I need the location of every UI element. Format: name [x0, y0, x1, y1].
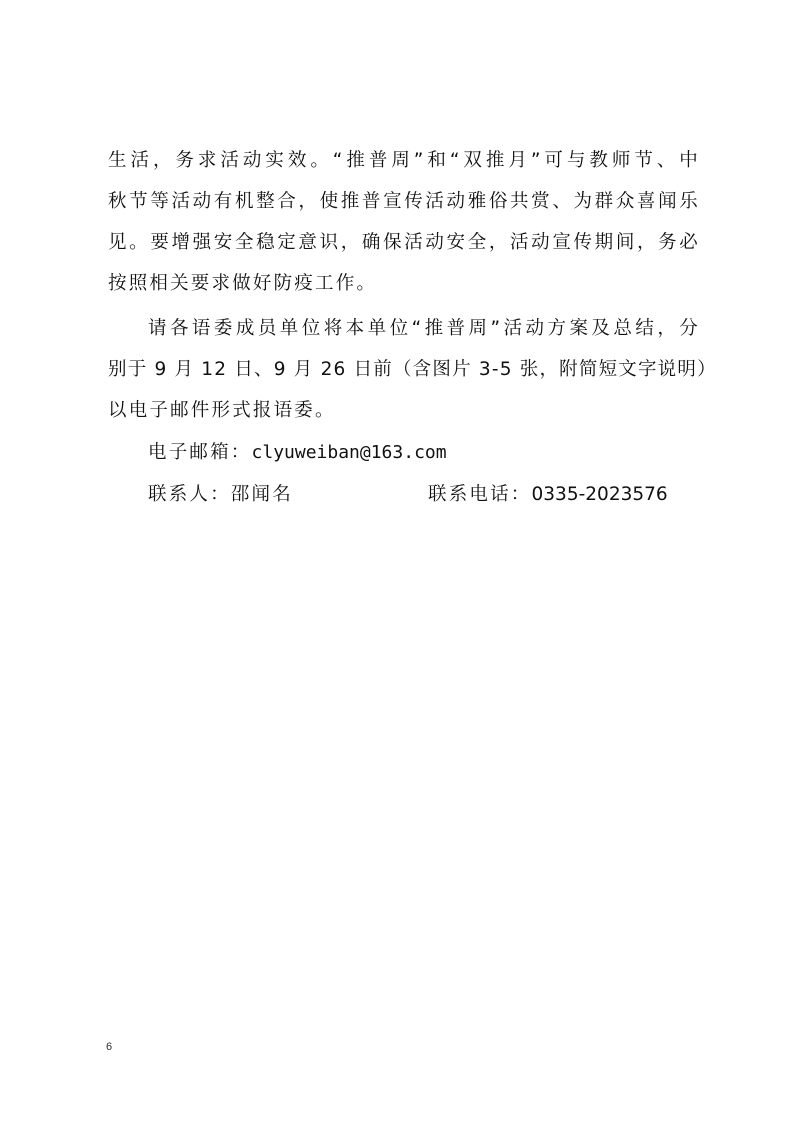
page-number: 6 [106, 1041, 113, 1053]
paragraph2-line-1: 请各语委成员单位将本单位“推普周”活动方案及总结，分 [148, 318, 700, 339]
email-line [148, 441, 447, 465]
contact-phone-number: 0335-2023576 [531, 484, 668, 505]
contact-person-label: 联系人： [148, 484, 231, 505]
paragraph1-line-2: 秋节等活动有机整合，使推普宣传活动雅俗共赏、为群众喜闻乐 [108, 191, 700, 212]
email-label: 电子邮箱： [148, 442, 252, 463]
paragraph2-line-2: 别于 9 月 12 日、9 月 26 日前（含图片 3-5 张，附简短文字说明） [108, 359, 717, 380]
paragraph1-line-4: 按照相关要求做好防疫工作。 [108, 273, 378, 294]
paragraph1-line-3: 见。要增强安全稳定意识，确保活动安全，活动宣传期间，务必 [108, 232, 700, 253]
paragraph1-line-1: 生活，务求活动实效。“推普周”和“双推月”可与教师节、中 [108, 150, 700, 171]
email-address[interactable]: clyuweiban@163.com [251, 442, 447, 463]
contact-person-name: 邵闻名 [230, 484, 293, 505]
contact-phone-label: 联系电话： [428, 484, 532, 505]
contact-phone [428, 483, 668, 507]
paragraph2-line-3: 以电子邮件形式报语委。 [108, 400, 336, 421]
contact-person [148, 483, 293, 507]
